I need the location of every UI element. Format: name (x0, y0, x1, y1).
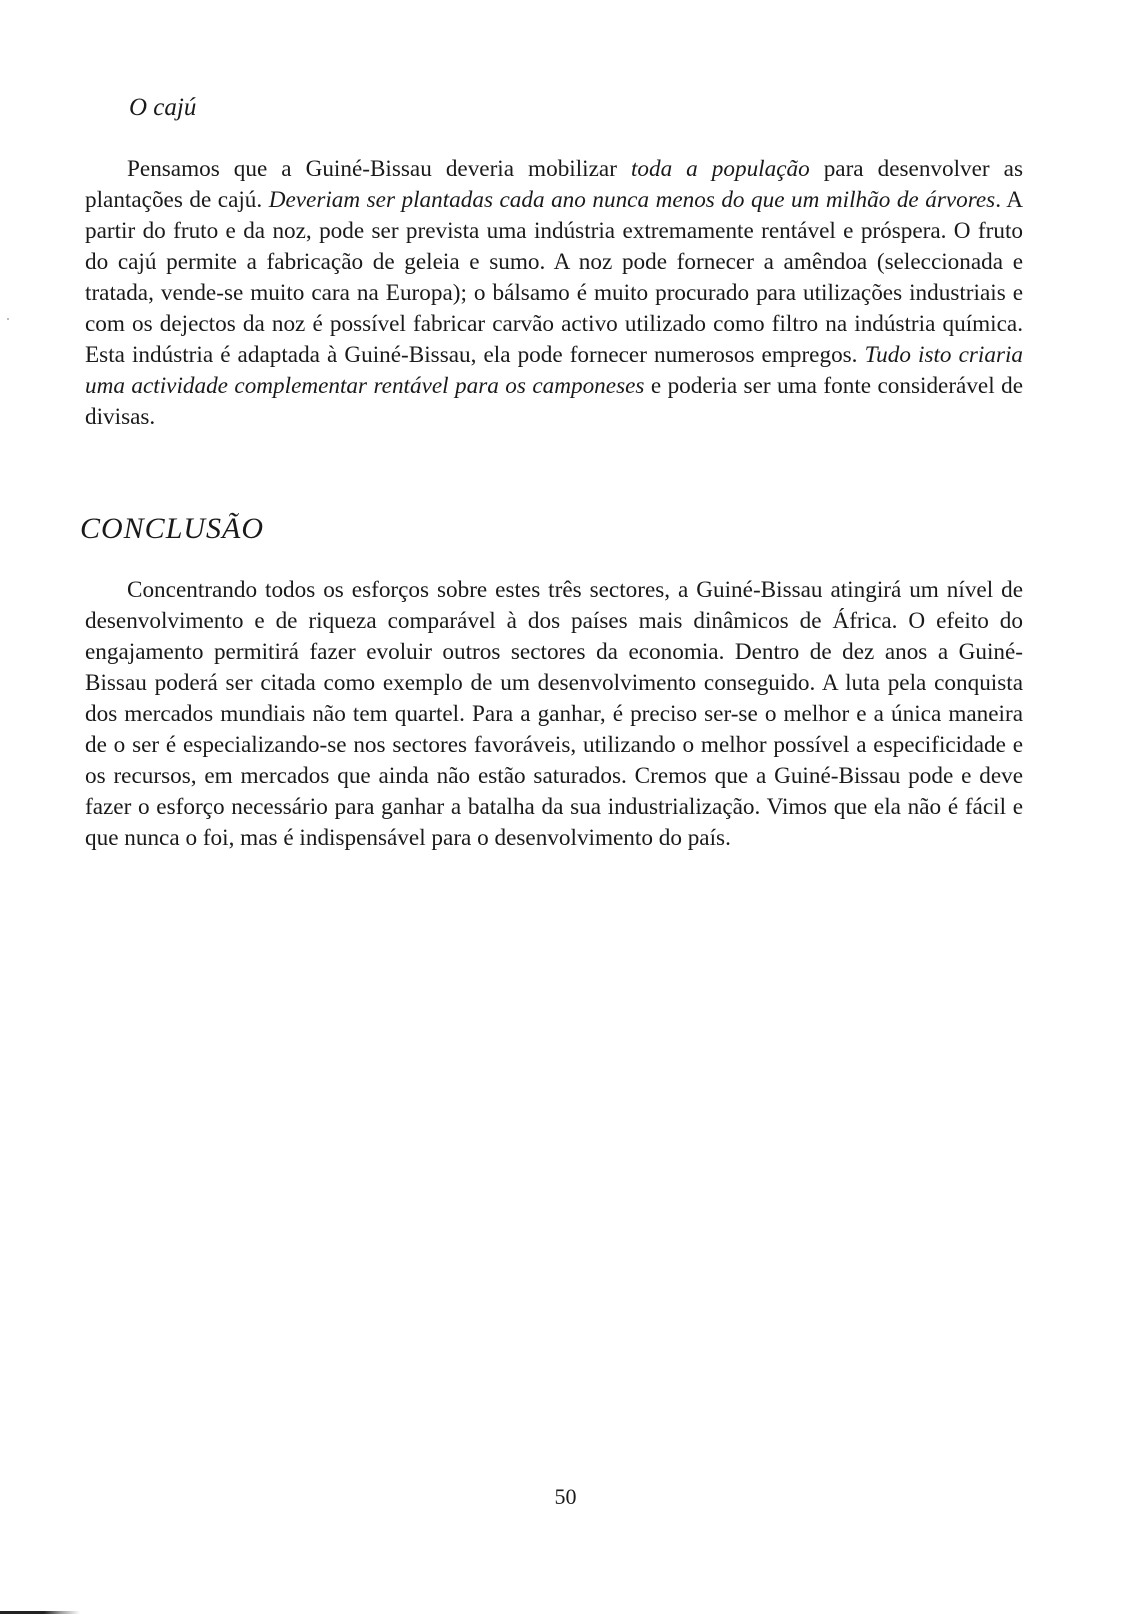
emphasis-text: toda a população (630, 156, 810, 182)
paragraph-text: . A partir do fruto e da noz, pode ser prevista uma indústria extremamente rentável e próspera. O fruto do cajú permite a fabricação de geleia e sumo. A noz pode fornecer a amêndoa (seleccionada e tratada, vende-se muito cara na Europa); o bálsamo é muito procurado para utilizações industriais e com os dejectos da noz é possível fabricar carvão activo utilizado como filtro na indústria química. Esta indústria é adaptada à Guiné-Bissau, ela pode fornecer numerosos empregos. (85, 187, 1023, 368)
page-number: 50 (554, 1484, 577, 1509)
emphasis-text: Tudo isto criaria uma actividade complementar rentável para os camponeses (85, 342, 1024, 399)
scan-artifact (7, 318, 9, 320)
section-heading: O cajú (129, 94, 197, 121)
paragraph-text: Pensamos que a Guiné-Bissau deveria mobilizar (127, 156, 631, 182)
paragraph-text: e poderia ser uma fonte considerável de divisas. (85, 373, 1023, 430)
emphasis-text: Deveriam ser plantadas cada ano nunca menos do que um milhão de árvores (268, 187, 996, 213)
paragraph-text: para desenvolver as plantações de cajú. (85, 156, 1023, 213)
conclusion-heading: CONCLUSÃO (80, 512, 265, 545)
cashew-paragraph (85, 154, 1023, 433)
conclusion-paragraph: Concentrando todos os esforços sobre estes três sectores, a Guiné-Bissau atingirá um nível de desenvolvimento e de riqueza comparável à dos países mais dinâmicos de África. O efeito do engajamento permitirá fazer evoluir outros sectores da economia. Dentro de dez anos a Guiné-Bissau poderá ser citada como exemplo de um desenvolvimento conseguido. A luta pela conquista dos mercados mundiais não tem quartel. Para a ganhar, é preciso ser-se o melhor e a única maneira de o ser é especializando-se nos sectores favoráveis, utilizando o melhor possível a especificidade e os recursos, em mercados que ainda não estão saturados. Cremos que a Guiné-Bissau pode e deve fazer o esforço necessário para ganhar a batalha da sua industrialização. Vimos que ela não é fácil e que nunca o foi, mas é indispensável para o desenvolvimento do país. (85, 577, 1023, 851)
scan-edge-mark (0, 1611, 80, 1614)
